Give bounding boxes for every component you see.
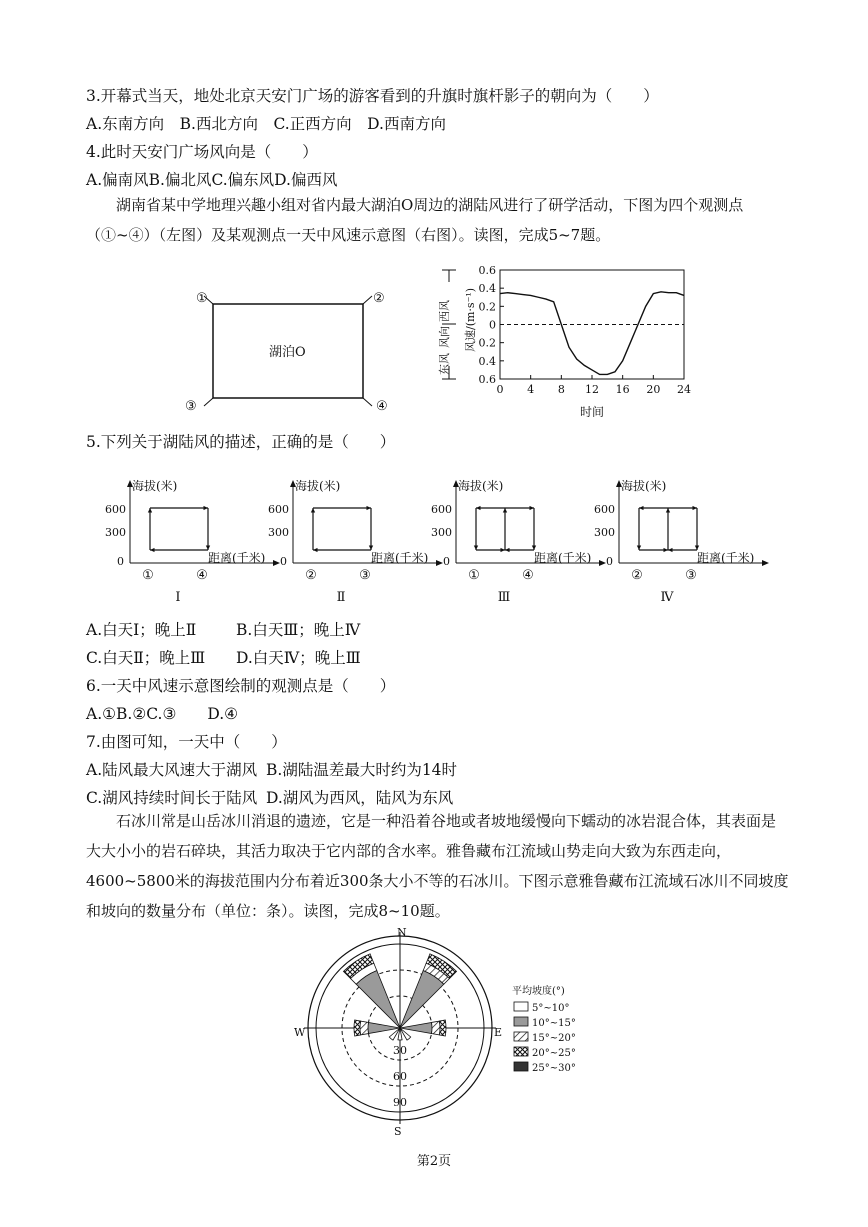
y-axis-label: 风速/(m·s⁻¹) xyxy=(464,287,477,352)
ring-30-label: 30 xyxy=(393,1044,407,1057)
tick-600: 600 xyxy=(594,503,615,516)
q7-option-b: B.湖陆温差最大时约为14时 xyxy=(266,761,458,779)
q3-stem: 3.开幕式当天，地处北京天安门广场的游客看到的升旗时旗杆影子的朝向为（ ） xyxy=(86,87,659,105)
x-axis-label: 时间 xyxy=(580,405,605,417)
tick-600: 600 xyxy=(431,503,452,516)
west-wind-label: 西风 xyxy=(438,300,451,322)
glacier-rose-diagram xyxy=(290,922,590,1138)
leader-2 xyxy=(363,296,372,304)
dir-label: 风向 xyxy=(438,326,451,348)
x-tick-label: 4 xyxy=(527,383,535,396)
flow-bottom-left-head xyxy=(500,548,505,552)
y-tick-label: 0.2 xyxy=(478,300,496,314)
legend-label-4: 20°~25° xyxy=(532,1048,576,1059)
right-point: ④ xyxy=(522,568,534,583)
ring-60-label: 60 xyxy=(393,1070,407,1083)
legend-swatch-2 xyxy=(514,1017,528,1026)
diagram-ylabel: 海拔(米) xyxy=(458,479,504,493)
flow-top-left-head xyxy=(639,506,644,510)
y-tick-label: 0.4 xyxy=(478,282,496,296)
circulation-diagram-2 xyxy=(268,478,443,605)
tick-300: 300 xyxy=(594,526,615,539)
q3-options: A.东南方向 B.西北方向 C.正西方向 D.西南方向 xyxy=(86,115,446,133)
x-tick-label: 0 xyxy=(496,383,504,396)
x-tick-label: 24 xyxy=(677,383,691,396)
flow-up-mid-head xyxy=(503,508,507,513)
flow-bottom-right-head xyxy=(668,548,673,552)
legend-label-2: 10°~15° xyxy=(532,1018,576,1029)
legend-label-3: 15°~20° xyxy=(532,1033,576,1044)
tick-300: 300 xyxy=(105,526,126,539)
tick-0: 0 xyxy=(117,555,124,568)
flow-bottom-head xyxy=(150,548,155,552)
q6-options: A.①B.②C.③ D.④ xyxy=(86,705,239,723)
flow-down-right-head xyxy=(532,545,536,550)
flow-down-left-head xyxy=(474,545,478,550)
q4-stem: 4.此时天安门广场风向是（ ） xyxy=(86,143,318,161)
flow-down-left-head xyxy=(637,545,641,550)
roman-label: Ⅳ xyxy=(660,590,674,605)
flow-down-head xyxy=(369,545,373,550)
west-label: W xyxy=(294,1026,306,1039)
east-label: E xyxy=(494,1026,503,1039)
x-axis-arrow xyxy=(599,560,606,566)
tick-0: 0 xyxy=(280,555,287,568)
x-axis-arrow xyxy=(273,560,280,566)
diagram-xlabel: 距离(千米) xyxy=(208,551,266,565)
legend-swatch-4 xyxy=(514,1047,528,1056)
flow-top-head xyxy=(203,506,208,510)
flow-top-head xyxy=(366,506,371,510)
flow-bottom-left-head xyxy=(663,548,668,552)
flow-top-right-head xyxy=(529,506,534,510)
sector-w-15-20 xyxy=(360,1021,368,1035)
q6-stem: 6.一天中风速示意图绘制的观测点是（ ） xyxy=(86,677,396,695)
wind-speed-line xyxy=(500,292,684,375)
roman-label: Ⅰ xyxy=(175,590,181,605)
q5-diagrams xyxy=(82,470,782,605)
flow-up-mid-head xyxy=(666,508,670,513)
legend-swatch-1 xyxy=(514,1002,528,1011)
point-3-label: ③ xyxy=(185,399,197,414)
tick-300: 300 xyxy=(431,526,452,539)
ring-90-label: 90 xyxy=(393,1096,407,1109)
y-tick-label: 0.6 xyxy=(478,373,496,386)
sector-w-20-25 xyxy=(354,1020,361,1036)
lake-figure xyxy=(180,282,400,417)
x-axis-arrow xyxy=(436,560,443,566)
left-point: ② xyxy=(305,568,317,583)
north-label: N xyxy=(397,926,407,939)
right-point: ③ xyxy=(685,568,697,583)
intro-lake: 湖南省某中学地理兴趣小组对省内最大湖泊O周边的湖陆风进行了研学活动，下图为四个观测点（①~④）（左图）及某观测点一天中风速示意图（右图）。读图，完成5~7题。 xyxy=(86,196,744,244)
q4-options: A.偏南风B.偏北风C.偏东风D.偏西风 xyxy=(86,171,338,189)
right-point: ③ xyxy=(359,568,371,583)
intro-glacier: 石冰川常是山岳冰川消退的遗迹，它是一种沿着谷地或者坡地缓慢向下蠕动的冰岩混合体，其表面是大大小小的岩石碎块，其活力取决于它内部的含水率。雅鲁藏布江流域山势走向大致为东西走向，4600~5800米的海拔范围内分布着近300条大小不等的石冰川。下图示意雅鲁藏布江流域石冰川不同坡度和坡向的数量分布（单位：条）。读图，完成8~10题。 xyxy=(86,812,789,920)
diagram-xlabel: 距离(千米) xyxy=(371,551,429,565)
x-tick-label: 8 xyxy=(557,383,565,396)
circulation-diagram-3 xyxy=(431,478,606,605)
point-4-label: ④ xyxy=(376,399,388,414)
diagram-xlabel: 距离(千米) xyxy=(534,551,592,565)
x-axis-arrow xyxy=(762,560,769,566)
y-tick-label: 0 xyxy=(489,318,496,332)
sector-e-20-25 xyxy=(439,1020,446,1036)
diagram-ylabel: 海拔(米) xyxy=(621,479,667,493)
flow-bottom-head xyxy=(313,548,318,552)
leader-4 xyxy=(363,398,372,406)
legend-title: 平均坡度(°) xyxy=(512,986,565,997)
q5-option-a: A.白天Ⅰ；晚上Ⅱ xyxy=(86,621,197,639)
y-tick-label: 0.2 xyxy=(478,336,496,350)
sector-e-15-20 xyxy=(432,1021,440,1035)
q5-option-c: C.白天Ⅱ；晚上Ⅲ xyxy=(86,649,206,667)
y-tick-label: 0.4 xyxy=(478,354,496,368)
left-point: ① xyxy=(142,568,154,583)
diagram-ylabel: 海拔(米) xyxy=(132,479,178,493)
flow-bottom-right-head xyxy=(505,548,510,552)
legend-label-1: 5°~10° xyxy=(532,1003,570,1014)
flow-down-right-head xyxy=(695,545,699,550)
tick-300: 300 xyxy=(268,526,289,539)
flow-up-head xyxy=(148,508,152,513)
point-1-label: ① xyxy=(196,291,208,306)
south-label: S xyxy=(394,1125,402,1138)
q7-option-d: D.湖风为西风，陆风为东风 xyxy=(266,789,454,807)
flow-top-left-head xyxy=(476,506,481,510)
legend-swatch-3 xyxy=(514,1032,528,1041)
roman-label: Ⅱ xyxy=(336,590,346,605)
tick-0: 0 xyxy=(443,555,450,568)
x-tick-label: 16 xyxy=(615,383,630,396)
tick-0: 0 xyxy=(606,555,613,568)
flow-up-head xyxy=(311,508,315,513)
wind-speed-chart xyxy=(430,262,700,417)
tick-600: 600 xyxy=(105,503,126,516)
roman-label: Ⅲ xyxy=(497,590,511,605)
tick-600: 600 xyxy=(268,503,289,516)
diagram-xlabel: 距离(千米) xyxy=(697,551,755,565)
diagram-ylabel: 海拔(米) xyxy=(295,479,341,493)
leader-3 xyxy=(204,398,213,406)
east-wind-label: 东风 xyxy=(438,353,451,375)
q7-option-c: C.湖风持续时间长于陆风 xyxy=(86,789,258,807)
q7-option-a: A.陆风最大风速大于湖风 xyxy=(86,761,258,779)
y-tick-label: 0.6 xyxy=(478,264,496,277)
x-tick-label: 12 xyxy=(585,383,599,396)
flow-top-right-head xyxy=(692,506,697,510)
sector-nw-10-15 xyxy=(356,971,400,1028)
q5-option-b: B.白天Ⅲ；晚上Ⅳ xyxy=(236,621,361,639)
q5-option-d: D.白天Ⅳ；晚上Ⅲ xyxy=(236,649,361,667)
sector-ne-10-15 xyxy=(400,971,444,1028)
circulation-diagram-4 xyxy=(594,478,769,605)
left-point: ① xyxy=(468,568,480,583)
right-point: ④ xyxy=(196,568,208,583)
page-footer: 第2页 xyxy=(416,1154,452,1169)
point-2-label: ② xyxy=(373,291,385,306)
q7-stem: 7.由图可知，一天中（ ） xyxy=(86,733,287,751)
circulation-diagram-1 xyxy=(105,478,280,605)
flow-down-head xyxy=(206,545,210,550)
q5-stem: 5.下列关于湖陆风的描述，正确的是（ ） xyxy=(86,433,396,451)
x-tick-label: 20 xyxy=(646,383,661,396)
left-point: ② xyxy=(631,568,643,583)
lake-label: 湖泊O xyxy=(269,345,306,360)
legend-label-5: 25°~30° xyxy=(532,1063,576,1074)
legend-swatch-5 xyxy=(514,1062,528,1071)
